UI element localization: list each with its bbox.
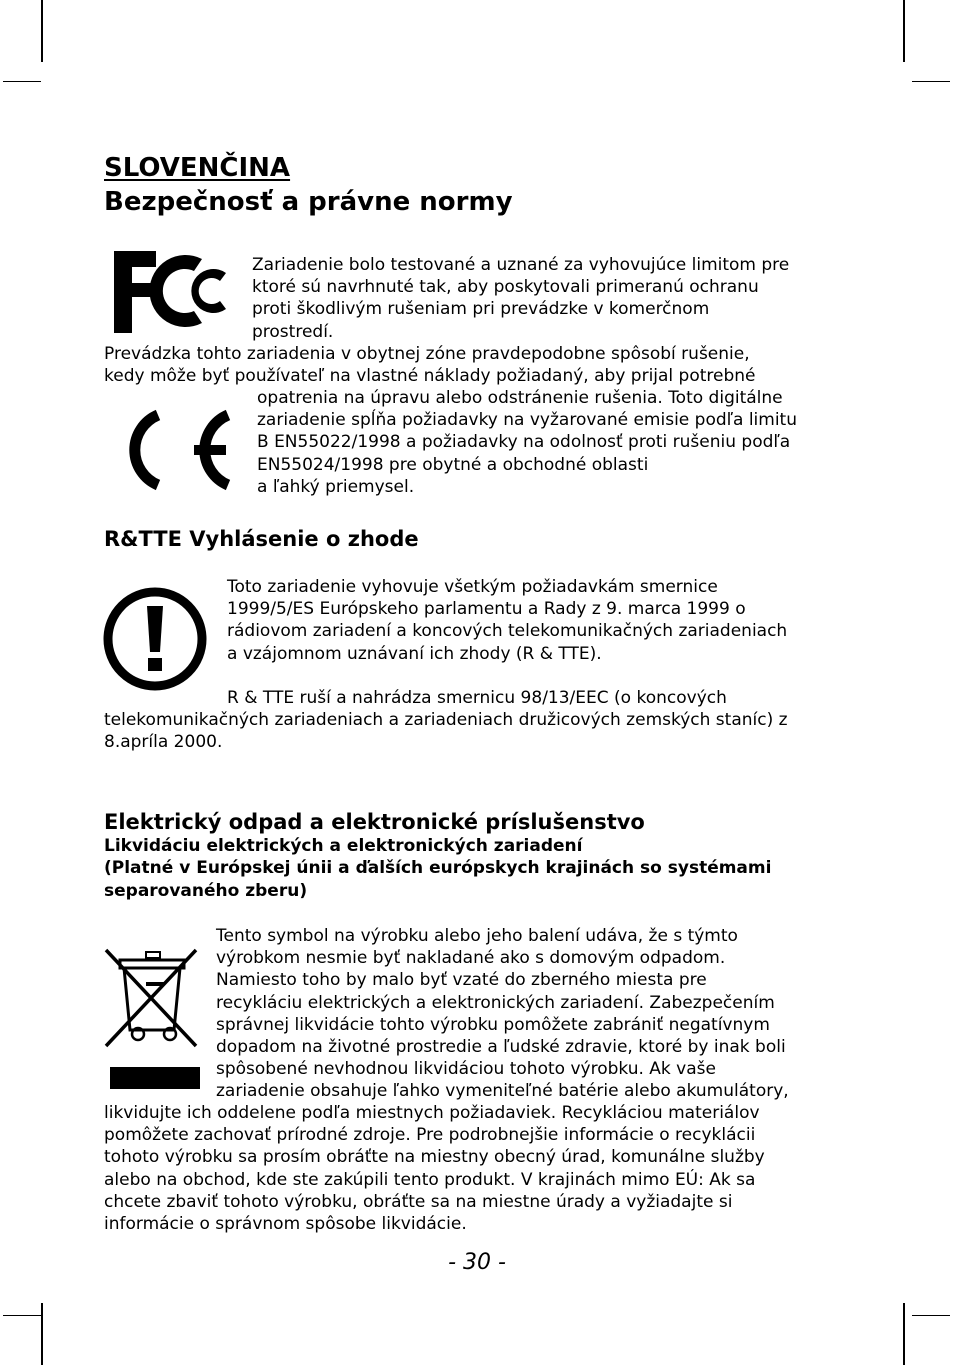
weee-heading: Elektrický odpad a elektronické príslušenstvo: [104, 810, 645, 834]
text-line: Tento symbol na výrobku alebo jeho balení udáva, že s týmto: [216, 926, 738, 946]
text-line: likvidujte ich oddelene podľa miestnych požiadaviek. Recykláciou materiálov: [104, 1103, 760, 1123]
weee-text: [216, 925, 789, 1103]
ce-text: [257, 387, 797, 498]
crop-mark: [3, 81, 41, 82]
text-line: pomôžete zachovať prírodné zdroje. Pre podrobnejšie informácie o recyklácii: [104, 1125, 756, 1146]
weee-full-text: [104, 1102, 765, 1235]
text-line: recykláciu elektrických a elektronických zariadení. Zabezpečením: [216, 992, 775, 1013]
text-line: a vzájomnom uznávaní ich zhody (R & TTE).: [227, 643, 602, 664]
crossed-bin-icon: [102, 946, 202, 1092]
crop-mark: [3, 1315, 41, 1316]
fcc-logo-icon: [110, 247, 235, 335]
text-line: EN55024/1998 pre obytné a obchodné oblasti: [257, 454, 649, 475]
text-line: 8.apríla 2000.: [104, 732, 223, 753]
text-line: Toto zariadenie vyhovuje všetkým požiadavkám smernice: [227, 577, 718, 597]
text-line: proti škodlivým rušeniam pri prevádzke v komerčnom: [252, 299, 710, 320]
crop-mark: [903, 1303, 905, 1365]
page-title: Bezpečnosť a právne normy: [104, 187, 513, 217]
text-line: prostredí.: [252, 321, 334, 342]
text-line: informácie o správnom spôsobe likvidácie.: [104, 1214, 467, 1235]
text-line: zariadenie obsahuje ľahko vymeniteľné batérie alebo akumulátory,: [216, 1081, 789, 1102]
text-line: dopadom na životné prostredie a ľudské zdravie, ktoré by inak boli: [216, 1037, 786, 1058]
text-line: výrobkom nesmie byť nakladané ako s domovým odpadom.: [216, 948, 726, 969]
text-line: rádiovom zariadení a koncových telekomunikačných zariadeniach: [227, 621, 788, 642]
crop-mark: [903, 0, 905, 62]
exclamation-circle-icon: [102, 586, 208, 692]
weee-subheading: Likvidáciu elektrických a elektronických zariadení: [104, 836, 583, 856]
text-line: správnej likvidácie tohto výrobku pomôžete zabrániť negatívnym: [216, 1014, 770, 1035]
rtte-full-text: [104, 709, 788, 753]
text-line: zariadenie spĺňa požiadavky na vyžarované emisie podľa limitu: [257, 410, 797, 431]
fcc-text: [252, 254, 789, 343]
fcc-full-text: [104, 343, 756, 387]
crop-mark: [912, 81, 950, 82]
weee-subheading: separovaného zberu): [104, 881, 308, 901]
ce-mark-icon: [110, 405, 235, 493]
crop-mark: [41, 0, 43, 62]
page-number: - 30 -: [448, 1250, 506, 1275]
text-line: spôsobené nevhodnou likvidáciou tohoto výrobku. Ak vaše: [216, 1059, 716, 1080]
language-heading: SLOVENČINA: [104, 153, 291, 183]
weee-subheading: (Platné v Európskej únii a ďalších európskych krajinách so systémami: [104, 858, 772, 878]
text-line: 1999/5/ES Európskeho parlamentu a Rady z 9. marca 1999 o: [227, 599, 746, 620]
text-line: telekomunikačných zariadeniach a zariadeniach družicových zemských staníc) z: [104, 710, 788, 730]
crop-mark: [912, 1315, 950, 1316]
text-line: chcete zbaviť tohoto výrobku, obráťte sa na miestne úrady a vyžiadajte si: [104, 1191, 733, 1212]
text-line: B EN55022/1998 a požiadavky na odolnosť proti rušeniu podľa: [257, 432, 791, 453]
rtte-indent-line: R & TTE ruší a nahrádza smernicu 98/13/EEC (o koncových: [227, 688, 727, 708]
text-line: Prevádzka tohto zariadenia v obytnej zóne pravdepodobne spôsobí rušenie,: [104, 344, 750, 364]
text-line: Zariadenie bolo testované a uznané za vyhovujúce limitom pre: [252, 255, 790, 275]
text-line: tohoto výrobku sa prosím obráťte na miestny obecný úrad, komunálne služby: [104, 1147, 765, 1168]
rtte-heading: R&TTE Vyhlásenie o zhode: [104, 527, 419, 551]
text-line: ktoré sú navrhnuté tak, aby poskytovali primeranú ochranu: [252, 277, 759, 298]
text-line: alebo na obchod, kde ste zakúpili tento produkt. V krajinách mimo EÚ: Ak sa: [104, 1169, 756, 1190]
crop-mark: [41, 1303, 43, 1365]
text-line: Namiesto toho by malo byť vzaté do zberného miesta pre: [216, 970, 707, 991]
text-line: opatrenia na úpravu alebo odstránenie rušenia. Toto digitálne: [257, 388, 783, 408]
text-line: kedy môže byť používateľ na vlastné náklady požiadaný, aby prijal potrebné: [104, 366, 756, 387]
text-line: a ľahký priemysel.: [257, 476, 415, 497]
rtte-text: [227, 576, 787, 665]
